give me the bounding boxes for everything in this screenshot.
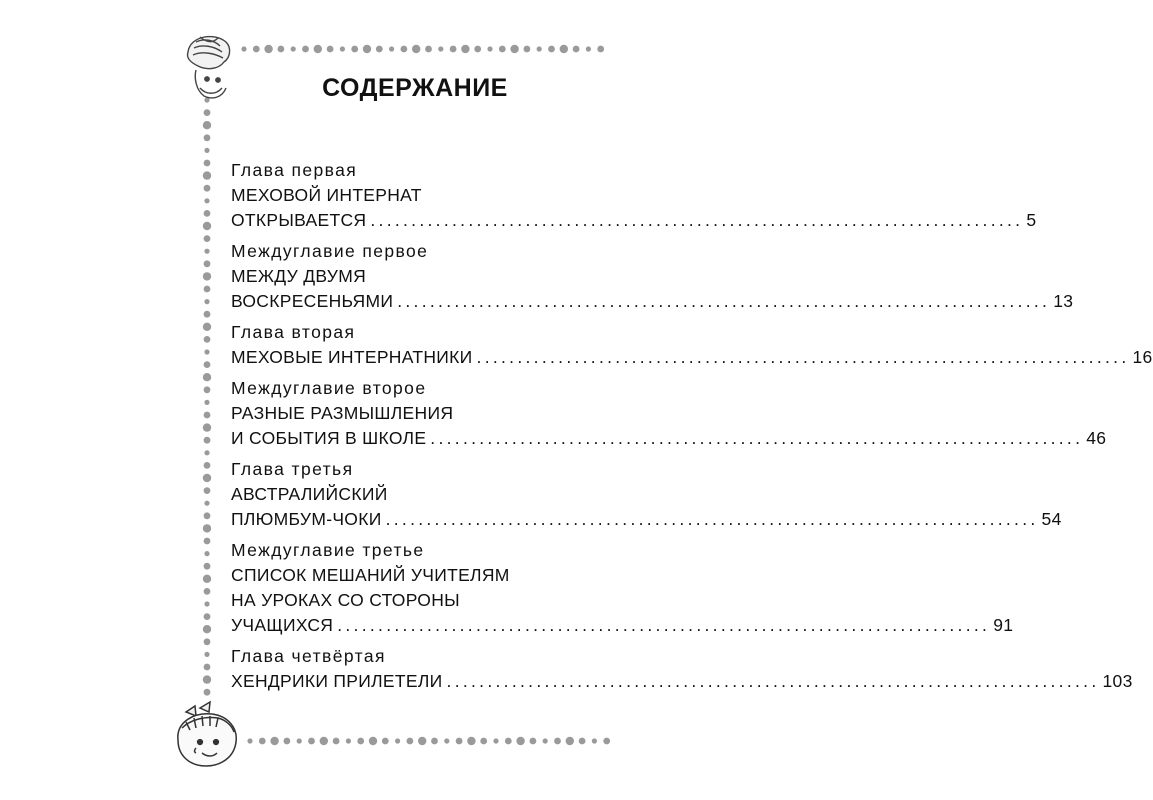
border-dot [204, 134, 211, 141]
toc-entry [231, 644, 1133, 694]
border-dot [333, 738, 340, 745]
border-dot [586, 46, 591, 51]
chapter-title-end: И СОБЫТИЯ В ШКОЛЕ [231, 428, 427, 448]
border-dot [204, 286, 211, 293]
border-dot [203, 575, 211, 583]
border-dot [505, 738, 512, 745]
border-dot [204, 386, 211, 393]
border-dot [203, 272, 211, 280]
chapter-title-last-line [231, 426, 1107, 451]
page-number: 91 [993, 615, 1014, 635]
border-dot [204, 652, 209, 657]
border-dot [259, 738, 266, 745]
dot-leader: ................................................................................ [397, 291, 1051, 311]
border-dot [204, 160, 211, 167]
toc-entry [231, 538, 1014, 638]
border-dot [302, 46, 309, 53]
border-dot [247, 738, 252, 743]
border-dot [204, 450, 209, 455]
chapter-title-last-line [231, 613, 1014, 638]
border-dot [203, 373, 211, 381]
border-dot [204, 235, 211, 242]
chapter-label: Междуглавие первое [231, 241, 429, 261]
chapter-title-line: МЕХОВОЙ ИНТЕРНАТ [231, 185, 422, 205]
border-dot [597, 46, 604, 53]
dot-leader: ................................................................................ [337, 615, 991, 635]
page-number: 54 [1041, 509, 1062, 529]
border-dot [203, 524, 211, 532]
chapter-title-last-line [231, 669, 1133, 694]
border-dot [203, 423, 211, 431]
border-dot [278, 46, 285, 53]
border-dot [493, 738, 498, 743]
toc-entry [231, 320, 1153, 370]
border-dot [204, 260, 211, 267]
dot-leader: ................................................................................ [430, 428, 1084, 448]
border-dot [510, 45, 518, 53]
border-dot [573, 46, 580, 53]
border-dot [425, 46, 432, 53]
border-dot [401, 46, 408, 53]
border-dot [456, 738, 463, 745]
page-number: 46 [1086, 428, 1107, 448]
border-dot [548, 46, 555, 53]
chapter-label: Глава вторая [231, 322, 356, 342]
page-number: 13 [1053, 291, 1074, 311]
chapter-title-line: СПИСОК МЕШАНИЙ УЧИТЕЛЯМ [231, 565, 510, 585]
border-dot [382, 738, 389, 745]
border-dot [204, 109, 211, 116]
toc-entry [231, 158, 1037, 233]
border-dot [204, 437, 211, 444]
chapter-title-end: ВОСКРЕСЕНЬЯМИ [231, 291, 394, 311]
border-dot [204, 563, 211, 570]
border-dot [204, 249, 209, 254]
border-dot [444, 738, 449, 743]
dot-leader: ................................................................................ [446, 671, 1100, 691]
border-dot [204, 664, 211, 671]
border-dot [592, 738, 597, 743]
page-number: 103 [1102, 671, 1133, 691]
chapter-title-end: ОТКРЫВАЕТСЯ [231, 210, 367, 230]
chapter-title-end: ПЛЮМБУМ-ЧОКИ [231, 509, 382, 529]
chapter-title-line: НА УРОКАХ СО СТОРОНЫ [231, 590, 460, 610]
border-dot [363, 45, 371, 53]
chapter-title-line: РАЗНЫЕ РАЗМЫШЛЕНИЯ [231, 403, 454, 423]
border-dot [284, 738, 291, 745]
border-dot [487, 46, 492, 51]
border-dot [530, 738, 537, 745]
border-dot [474, 46, 481, 53]
border-dot [537, 46, 542, 51]
border-dot [203, 625, 211, 633]
border-dot [204, 462, 211, 469]
page-title: СОДЕРЖАНИЕ [322, 74, 508, 102]
border-dot [566, 737, 574, 745]
border-dot [204, 349, 209, 354]
chapter-title-end: МЕХОВЫЕ ИНТЕРНАТНИКИ [231, 347, 473, 367]
border-dot [327, 46, 334, 53]
border-dot [418, 737, 426, 745]
border-dot [204, 613, 211, 620]
toc-entry [231, 376, 1107, 451]
border-dot [203, 222, 211, 230]
chapter-label: Междуглавие второе [231, 378, 427, 398]
border-dot [412, 45, 420, 53]
border-dot [204, 185, 211, 192]
border-dot [204, 336, 211, 343]
border-dot [204, 512, 211, 519]
border-dot [204, 400, 209, 405]
page-number: 16 [1132, 347, 1153, 367]
chapter-label: Глава первая [231, 160, 358, 180]
border-dot [395, 738, 400, 743]
doodle-face-bottom-icon [178, 702, 236, 766]
border-dot [579, 738, 586, 745]
border-dot [480, 738, 487, 745]
table-of-contents [231, 158, 1153, 700]
border-dot [204, 412, 211, 419]
page-number: 5 [1026, 210, 1037, 230]
border-dot [204, 311, 211, 318]
border-dot [320, 737, 328, 745]
border-dot [603, 738, 610, 745]
border-dot [204, 487, 211, 494]
toc-entry [231, 457, 1062, 532]
border-dot [516, 737, 524, 745]
border-dot [203, 323, 211, 331]
border-dot [204, 689, 211, 696]
border-dot [524, 46, 531, 53]
border-dot [340, 46, 345, 51]
border-dot [357, 738, 364, 745]
chapter-title-line: МЕЖДУ ДВУМЯ [231, 266, 367, 286]
border-dot [314, 45, 322, 53]
border-dot [204, 551, 209, 556]
border-dot [204, 148, 209, 153]
doodle-face-top-icon [187, 37, 229, 98]
chapter-title-line: АВСТРАЛИЙСКИЙ [231, 484, 388, 504]
chapter-label: Глава четвёртая [231, 646, 386, 666]
border-dot [204, 210, 211, 217]
border-dot [204, 198, 209, 203]
border-dot [499, 46, 506, 53]
chapter-title-last-line [231, 289, 1074, 314]
border-dot [554, 738, 561, 745]
border-dot [346, 738, 351, 743]
border-dot [438, 46, 443, 51]
dot-leader: ................................................................................ [370, 210, 1024, 230]
chapter-title-last-line [231, 208, 1037, 233]
border-dot [376, 46, 383, 53]
border-dot [450, 46, 457, 53]
border-dot [369, 737, 377, 745]
border-dot [203, 121, 211, 129]
border-dot [204, 638, 211, 645]
border-dot [204, 361, 211, 368]
chapter-title-end: УЧАЩИХСЯ [231, 615, 334, 635]
chapter-label: Глава третья [231, 459, 354, 479]
border-dot [204, 538, 211, 545]
border-dot [543, 738, 548, 743]
border-dot [203, 171, 211, 179]
chapter-title-end: ХЕНДРИКИ ПРИЛЕТЕЛИ [231, 671, 443, 691]
border-dot [204, 299, 209, 304]
border-dot [204, 601, 209, 606]
border-dot [297, 738, 302, 743]
border-dot [203, 675, 211, 683]
border-dot [308, 738, 315, 745]
border-dot [407, 738, 414, 745]
border-dot [204, 501, 209, 506]
border-dot [203, 474, 211, 482]
border-dot [264, 45, 272, 53]
chapter-title-last-line [231, 507, 1062, 532]
border-dot [270, 737, 278, 745]
border-dot [431, 738, 438, 745]
border-dot [461, 45, 469, 53]
border-dot [389, 46, 394, 51]
chapter-label: Междуглавие третье [231, 540, 425, 560]
border-dot [204, 588, 211, 595]
border-dot [241, 46, 246, 51]
border-dot [253, 46, 260, 53]
dot-leader: ................................................................................ [385, 509, 1039, 529]
toc-entry [231, 239, 1074, 314]
border-dot [560, 45, 568, 53]
chapter-title-last-line [231, 345, 1153, 370]
border-dot [351, 46, 358, 53]
border-dot [291, 46, 296, 51]
dot-leader: ................................................................................ [476, 347, 1130, 367]
border-dot [467, 737, 475, 745]
